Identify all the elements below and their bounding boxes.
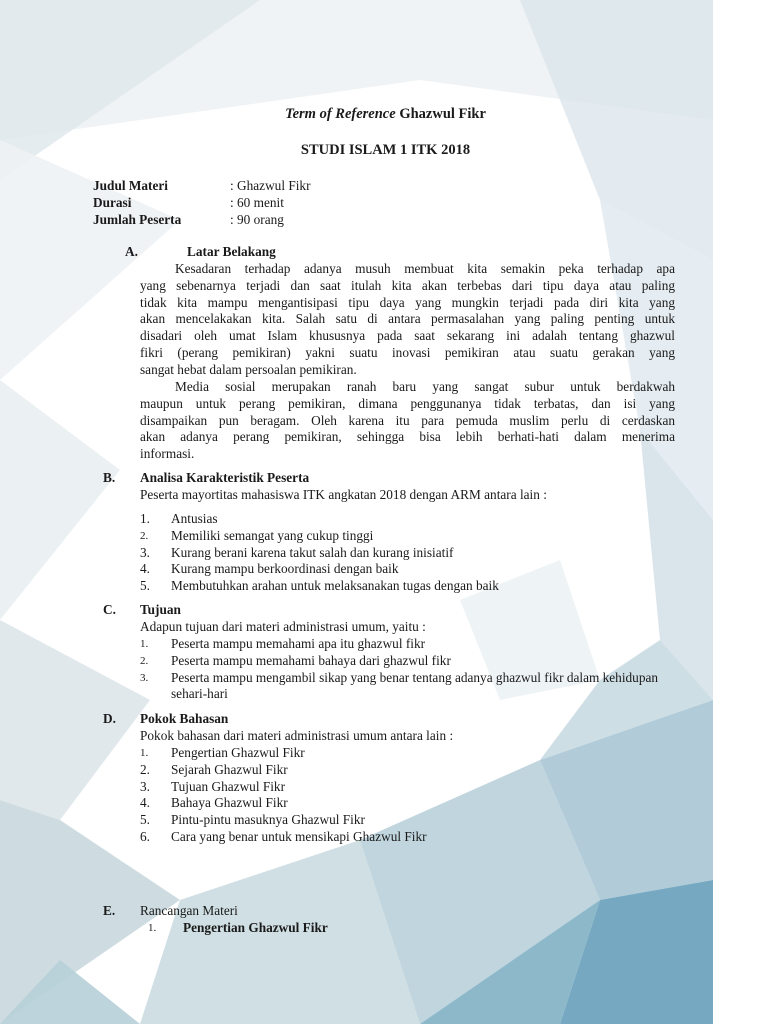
list-item bbox=[140, 745, 427, 762]
list-item bbox=[140, 578, 499, 595]
list-number: 6. bbox=[140, 828, 150, 844]
list-item bbox=[140, 670, 675, 704]
list-item bbox=[140, 561, 499, 578]
list-text: Peserta mampu mengambil sikap yang benar tentang adanya ghazwul fikr dalam kehidupan sehari-hari bbox=[171, 669, 659, 702]
section-e-title: Rancangan Materi bbox=[140, 903, 238, 918]
paragraph-line: yang sebenarnya terjadi dan saat itulah kita akan terbebas dari tipu daya atau paling bbox=[140, 277, 675, 293]
list-item bbox=[140, 829, 427, 846]
section-d-list bbox=[140, 745, 427, 846]
list-item bbox=[140, 653, 675, 670]
section-a-letter: A. bbox=[125, 244, 138, 259]
list-number: 5. bbox=[140, 578, 150, 594]
paragraph-line: disampaikan pun beragam. Oleh karena itu para pemuda muslim perlu di cerdaskan bbox=[140, 412, 675, 428]
paragraph-line: maupun untuk perang pemikiran, dimana penggunanya tidak terbatas, dan isi yang bbox=[140, 395, 675, 411]
list-text: Memiliki semangat yang cukup tinggi bbox=[171, 527, 374, 543]
section-c-intro: Adapun tujuan dari materi administrasi umum, yaitu : bbox=[140, 619, 426, 634]
paragraph-line: Media sosial merupakan ranah baru yang sangat subur untuk berdakwah bbox=[175, 379, 675, 394]
meta-table bbox=[93, 178, 311, 228]
meta-value: : 60 menit bbox=[230, 194, 284, 210]
section-b-list bbox=[140, 511, 499, 595]
paragraph-line: sangat hebat dalam persoalan pemikiran. bbox=[140, 361, 357, 377]
paragraph-line: informasi. bbox=[140, 446, 195, 462]
section-b-letter: B. bbox=[103, 470, 116, 485]
section-b-intro: Peserta mayortitas mahasiswa ITK angkatan 2018 dengan ARM antara lain : bbox=[140, 487, 547, 502]
section-e-letter: E. bbox=[103, 903, 116, 918]
meta-key: Durasi bbox=[93, 194, 132, 210]
paragraph-line: akan mencelakakan kita. Salah satu di antara permasalahan yang paling penting untuk bbox=[140, 311, 675, 327]
meta-row bbox=[93, 212, 311, 229]
meta-row bbox=[93, 178, 311, 195]
section-e-list bbox=[148, 920, 328, 937]
section-d-letter: D. bbox=[103, 711, 116, 726]
meta-value: : Ghazwul Fikr bbox=[230, 178, 311, 193]
list-number: 1. bbox=[140, 638, 149, 650]
list-text: Pengertian Ghazwul Fikr bbox=[183, 920, 328, 935]
meta-key: Judul Materi bbox=[93, 178, 168, 193]
document-subtitle: STUDI ISLAM 1 ITK 2018 bbox=[300, 142, 471, 158]
section-a-title: Latar Belakang bbox=[187, 244, 276, 259]
list-number: 4. bbox=[140, 561, 150, 577]
list-text: Tujuan Ghazwul Fikr bbox=[171, 778, 286, 794]
list-item bbox=[140, 795, 427, 812]
section-c-title: Tujuan bbox=[140, 602, 181, 617]
list-number: 1. bbox=[148, 922, 157, 934]
list-text: Cara yang benar untuk mensikapi Ghazwul Fikr bbox=[171, 828, 427, 844]
list-item bbox=[140, 636, 675, 653]
page-margin bbox=[713, 0, 768, 1024]
list-number: 3. bbox=[140, 671, 149, 684]
title-italic: Term of Reference bbox=[285, 106, 396, 122]
list-number: 5. bbox=[140, 812, 150, 828]
list-text: Pengertian Ghazwul Fikr bbox=[171, 745, 305, 760]
paragraph-line: Kesadaran terhadap adanya musuh membuat kita semakin peka terhadap apa bbox=[175, 261, 675, 276]
list-item bbox=[140, 528, 499, 545]
meta-row bbox=[93, 195, 311, 212]
document-title bbox=[0, 106, 713, 123]
list-item bbox=[140, 779, 427, 796]
list-number: 1. bbox=[140, 511, 150, 526]
list-text: Membutuhkan arahan untuk melaksanakan tugas dengan baik bbox=[171, 578, 499, 594]
section-a-paragraph-2 bbox=[140, 379, 675, 463]
list-text: Bahaya Ghazwul Fikr bbox=[171, 795, 288, 811]
list-text: Antusias bbox=[171, 511, 218, 526]
list-number: 2. bbox=[140, 654, 149, 667]
meta-key: Jumlah Peserta bbox=[93, 211, 182, 227]
list-item bbox=[140, 762, 427, 779]
list-number: 2. bbox=[140, 761, 150, 777]
list-item bbox=[140, 511, 499, 528]
list-item bbox=[148, 920, 328, 937]
meta-value: : 90 orang bbox=[230, 211, 284, 227]
list-text: Peserta mampu memahami apa itu ghazwul fikr bbox=[171, 636, 426, 651]
section-d-intro: Pokok bahasan dari materi administrasi umum antara lain : bbox=[140, 728, 454, 743]
section-c-list bbox=[140, 636, 675, 703]
title-rest: Ghazwul Fikr bbox=[395, 106, 486, 122]
list-item bbox=[140, 812, 427, 829]
section-d-title: Pokok Bahasan bbox=[140, 711, 229, 726]
list-number: 3. bbox=[140, 544, 150, 560]
list-text: Pintu-pintu masuknya Ghazwul Fikr bbox=[171, 812, 365, 828]
paragraph-line: akan adanya perang pemikiran, sehingga bisa lebih berhati-hati dalam menerima bbox=[140, 429, 675, 445]
list-text: Kurang berani karena takut salah dan kurang inisiatif bbox=[171, 544, 454, 560]
list-number: 2. bbox=[140, 529, 149, 542]
section-c-letter: C. bbox=[103, 602, 116, 617]
section-b-title: Analisa Karakteristik Peserta bbox=[140, 470, 310, 485]
paragraph-line: disadari oleh umat Islam khususnya pada saat sekarang ini adalah tentang ghazwul bbox=[140, 328, 675, 344]
section-a-paragraph-1 bbox=[140, 261, 675, 379]
list-text: Peserta mampu memahami bahaya dari ghazwul fikr bbox=[171, 652, 451, 668]
paragraph-line: tidak kita mampu mengantisipasi tipu daya yang mungkin terjadi pada diri kita yang bbox=[140, 294, 675, 310]
list-text: Sejarah Ghazwul Fikr bbox=[171, 761, 288, 777]
list-number: 1. bbox=[140, 747, 149, 759]
list-number: 3. bbox=[140, 778, 150, 794]
list-text: Kurang mampu berkoordinasi dengan baik bbox=[171, 561, 399, 577]
list-item bbox=[140, 545, 499, 562]
list-number: 4. bbox=[140, 795, 150, 811]
paragraph-line: fikri (perang pemikiran) yakni suatu inovasi pemikiran atau suatu gerakan yang bbox=[140, 344, 675, 360]
